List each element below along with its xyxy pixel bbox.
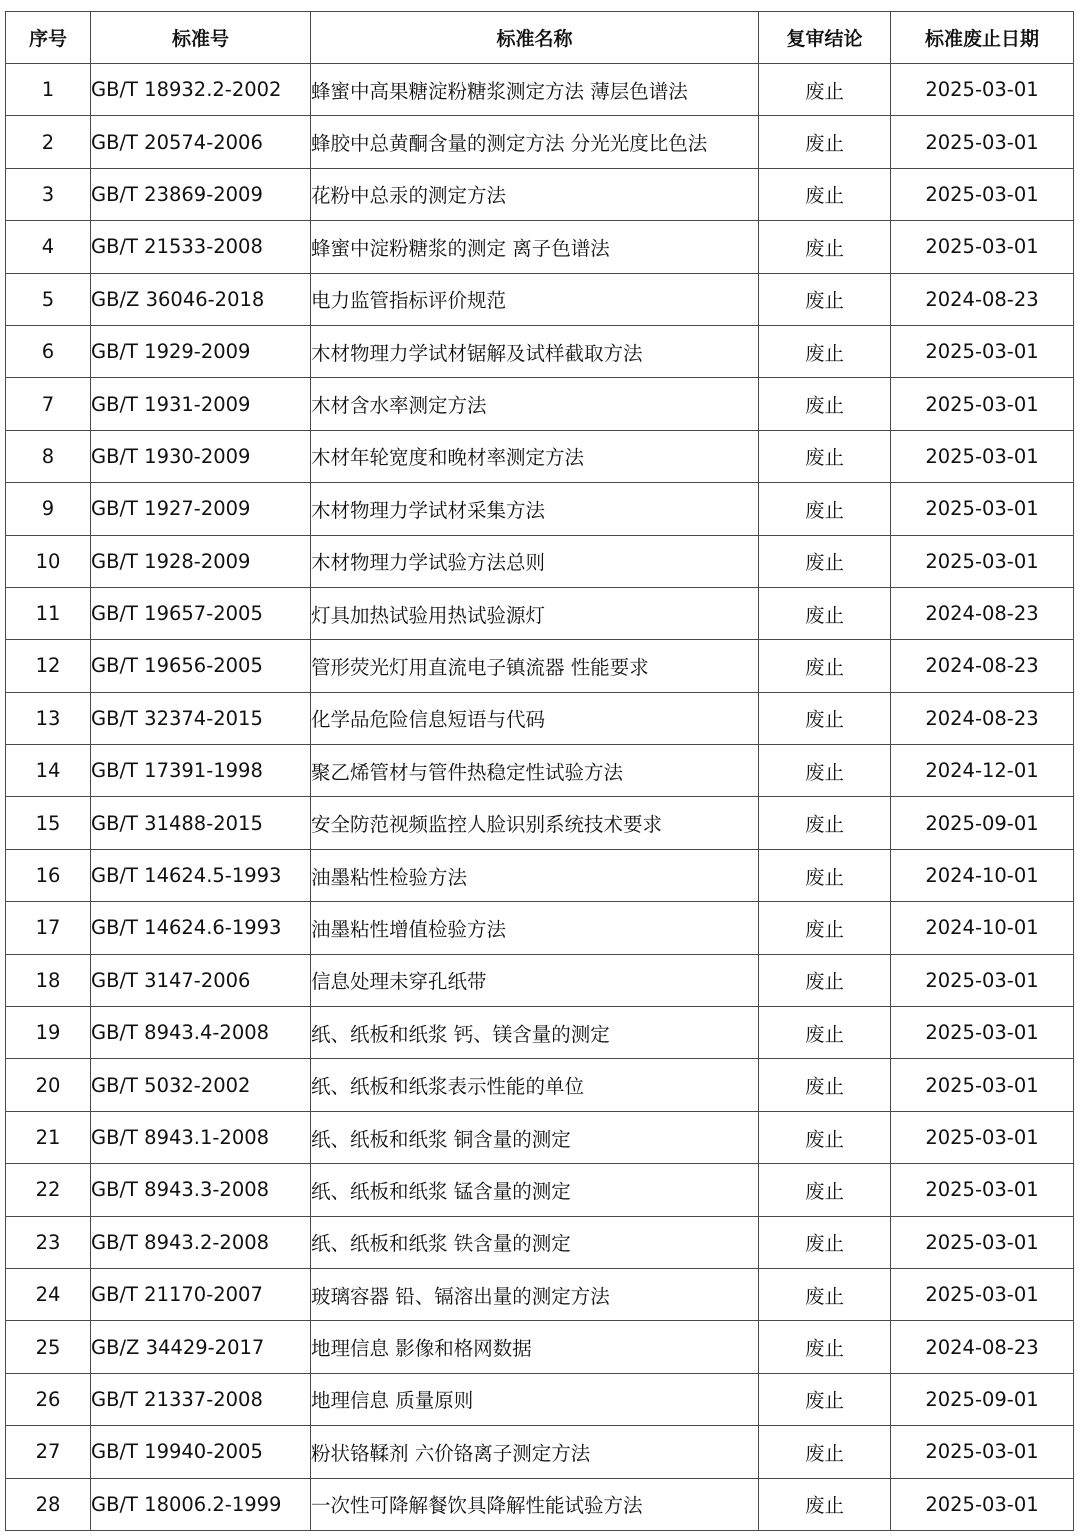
table-body [6, 64, 1074, 1531]
cell-date: 2025-03-01 [891, 430, 1074, 482]
cell-conclusion: 废止 [759, 745, 891, 797]
cell-code: GB/T 1930-2009 [91, 430, 311, 482]
cell-seq: 11 [6, 587, 91, 639]
cell-conclusion: 废止 [759, 692, 891, 744]
cell-date: 2025-09-01 [891, 797, 1074, 849]
cell-date: 2024-08-23 [891, 1321, 1074, 1373]
cell-name: 安全防范视频监控人脸识别系统技术要求 [311, 797, 759, 849]
cell-date: 2024-12-01 [891, 745, 1074, 797]
cell-date: 2025-03-01 [891, 168, 1074, 220]
cell-seq: 2 [6, 116, 91, 168]
cell-date: 2025-03-01 [891, 954, 1074, 1006]
cell-name: 电力监管指标评价规范 [311, 273, 759, 325]
cell-name: 纸、纸板和纸浆 铁含量的测定 [311, 1216, 759, 1268]
cell-code: GB/T 21170-2007 [91, 1268, 311, 1320]
cell-seq: 25 [6, 1321, 91, 1373]
cell-date: 2025-09-01 [891, 1373, 1074, 1425]
cell-conclusion: 废止 [759, 1478, 891, 1530]
cell-conclusion: 废止 [759, 1373, 891, 1425]
cell-name: 木材年轮宽度和晚材率测定方法 [311, 430, 759, 482]
table-row [6, 797, 1074, 849]
cell-date: 2025-03-01 [891, 1059, 1074, 1111]
cell-conclusion: 废止 [759, 273, 891, 325]
cell-conclusion: 废止 [759, 64, 891, 116]
table-row [6, 116, 1074, 168]
cell-name: 纸、纸板和纸浆 铜含量的测定 [311, 1111, 759, 1163]
table-row [6, 1373, 1074, 1425]
cell-name: 纸、纸板和纸浆表示性能的单位 [311, 1059, 759, 1111]
table-row [6, 692, 1074, 744]
table-row [6, 1111, 1074, 1163]
cell-seq: 16 [6, 849, 91, 901]
table-row [6, 587, 1074, 639]
cell-conclusion: 废止 [759, 325, 891, 377]
header-conclusion: 复审结论 [759, 12, 891, 64]
cell-date: 2025-03-01 [891, 64, 1074, 116]
cell-name: 一次性可降解餐饮具降解性能试验方法 [311, 1478, 759, 1530]
cell-code: GB/T 19657-2005 [91, 587, 311, 639]
cell-name: 信息处理未穿孔纸带 [311, 954, 759, 1006]
cell-date: 2025-03-01 [891, 535, 1074, 587]
cell-seq: 12 [6, 640, 91, 692]
table-row [6, 1007, 1074, 1059]
cell-code: GB/T 8943.4-2008 [91, 1007, 311, 1059]
standards-table [5, 11, 1074, 1531]
cell-code: GB/T 1927-2009 [91, 483, 311, 535]
cell-seq: 19 [6, 1007, 91, 1059]
cell-seq: 23 [6, 1216, 91, 1268]
table-row [6, 1321, 1074, 1373]
cell-conclusion: 废止 [759, 221, 891, 273]
cell-code: GB/T 17391-1998 [91, 745, 311, 797]
cell-seq: 18 [6, 954, 91, 1006]
cell-code: GB/T 19940-2005 [91, 1426, 311, 1478]
cell-date: 2025-03-01 [891, 116, 1074, 168]
cell-name: 地理信息 质量原则 [311, 1373, 759, 1425]
cell-seq: 5 [6, 273, 91, 325]
cell-seq: 17 [6, 902, 91, 954]
table-row [6, 1164, 1074, 1216]
cell-code: GB/T 18932.2-2002 [91, 64, 311, 116]
cell-seq: 24 [6, 1268, 91, 1320]
cell-date: 2025-03-01 [891, 1216, 1074, 1268]
cell-code: GB/T 14624.6-1993 [91, 902, 311, 954]
table-row [6, 273, 1074, 325]
cell-name: 油墨粘性检验方法 [311, 849, 759, 901]
table-row [6, 640, 1074, 692]
cell-code: GB/T 1931-2009 [91, 378, 311, 430]
cell-conclusion: 废止 [759, 378, 891, 430]
table-row [6, 1478, 1074, 1530]
cell-date: 2024-08-23 [891, 692, 1074, 744]
cell-date: 2025-03-01 [891, 325, 1074, 377]
cell-seq: 28 [6, 1478, 91, 1530]
cell-seq: 22 [6, 1164, 91, 1216]
cell-date: 2025-03-01 [891, 1164, 1074, 1216]
cell-conclusion: 废止 [759, 797, 891, 849]
header-date: 标准废止日期 [891, 12, 1074, 64]
cell-code: GB/T 5032-2002 [91, 1059, 311, 1111]
cell-code: GB/T 21533-2008 [91, 221, 311, 273]
cell-code: GB/T 14624.5-1993 [91, 849, 311, 901]
cell-seq: 4 [6, 221, 91, 273]
cell-seq: 21 [6, 1111, 91, 1163]
cell-seq: 13 [6, 692, 91, 744]
cell-conclusion: 废止 [759, 1321, 891, 1373]
cell-date: 2025-03-01 [891, 1478, 1074, 1530]
cell-code: GB/Z 34429-2017 [91, 1321, 311, 1373]
cell-seq: 8 [6, 430, 91, 482]
cell-conclusion: 废止 [759, 954, 891, 1006]
table-row [6, 378, 1074, 430]
cell-code: GB/T 31488-2015 [91, 797, 311, 849]
table-row [6, 1426, 1074, 1478]
table-row [6, 325, 1074, 377]
cell-name: 蜂胶中总黄酮含量的测定方法 分光光度比色法 [311, 116, 759, 168]
cell-code: GB/T 1928-2009 [91, 535, 311, 587]
table-row [6, 168, 1074, 220]
table-row [6, 1216, 1074, 1268]
cell-code: GB/T 18006.2-1999 [91, 1478, 311, 1530]
cell-conclusion: 废止 [759, 1426, 891, 1478]
table-row [6, 849, 1074, 901]
cell-date: 2025-03-01 [891, 1426, 1074, 1478]
cell-name: 木材含水率测定方法 [311, 378, 759, 430]
cell-conclusion: 废止 [759, 1216, 891, 1268]
table-header-row [6, 12, 1074, 64]
cell-seq: 3 [6, 168, 91, 220]
table-row [6, 430, 1074, 482]
cell-seq: 10 [6, 535, 91, 587]
cell-code: GB/T 8943.2-2008 [91, 1216, 311, 1268]
table-row [6, 954, 1074, 1006]
cell-name: 聚乙烯管材与管件热稳定性试验方法 [311, 745, 759, 797]
cell-name: 纸、纸板和纸浆 锰含量的测定 [311, 1164, 759, 1216]
cell-conclusion: 废止 [759, 587, 891, 639]
cell-conclusion: 废止 [759, 640, 891, 692]
cell-seq: 27 [6, 1426, 91, 1478]
cell-conclusion: 废止 [759, 535, 891, 587]
cell-code: GB/Z 36046-2018 [91, 273, 311, 325]
cell-conclusion: 废止 [759, 168, 891, 220]
cell-date: 2024-08-23 [891, 640, 1074, 692]
header-seq: 序号 [6, 12, 91, 64]
cell-name: 玻璃容器 铅、镉溶出量的测定方法 [311, 1268, 759, 1320]
cell-seq: 26 [6, 1373, 91, 1425]
table-row [6, 483, 1074, 535]
cell-name: 化学品危险信息短语与代码 [311, 692, 759, 744]
cell-name: 木材物理力学试材采集方法 [311, 483, 759, 535]
cell-name: 地理信息 影像和格网数据 [311, 1321, 759, 1373]
cell-code: GB/T 8943.1-2008 [91, 1111, 311, 1163]
cell-conclusion: 废止 [759, 430, 891, 482]
cell-conclusion: 废止 [759, 1007, 891, 1059]
cell-name: 纸、纸板和纸浆 钙、镁含量的测定 [311, 1007, 759, 1059]
cell-seq: 20 [6, 1059, 91, 1111]
cell-code: GB/T 23869-2009 [91, 168, 311, 220]
table-row [6, 535, 1074, 587]
cell-conclusion: 废止 [759, 483, 891, 535]
cell-name: 粉状铬鞣剂 六价铬离子测定方法 [311, 1426, 759, 1478]
cell-date: 2025-03-01 [891, 1007, 1074, 1059]
cell-date: 2024-08-23 [891, 587, 1074, 639]
cell-code: GB/T 8943.3-2008 [91, 1164, 311, 1216]
cell-name: 蜂蜜中淀粉糖浆的测定 离子色谱法 [311, 221, 759, 273]
table-row [6, 1268, 1074, 1320]
cell-conclusion: 废止 [759, 902, 891, 954]
table-row [6, 64, 1074, 116]
cell-date: 2025-03-01 [891, 1268, 1074, 1320]
cell-conclusion: 废止 [759, 1268, 891, 1320]
header-name: 标准名称 [311, 12, 759, 64]
cell-name: 灯具加热试验用热试验源灯 [311, 587, 759, 639]
cell-conclusion: 废止 [759, 1164, 891, 1216]
cell-date: 2025-03-01 [891, 221, 1074, 273]
cell-code: GB/T 3147-2006 [91, 954, 311, 1006]
cell-conclusion: 废止 [759, 1111, 891, 1163]
cell-code: GB/T 19656-2005 [91, 640, 311, 692]
cell-seq: 15 [6, 797, 91, 849]
cell-code: GB/T 21337-2008 [91, 1373, 311, 1425]
cell-seq: 9 [6, 483, 91, 535]
cell-conclusion: 废止 [759, 1059, 891, 1111]
cell-conclusion: 废止 [759, 849, 891, 901]
cell-date: 2024-08-23 [891, 273, 1074, 325]
cell-date: 2025-03-01 [891, 483, 1074, 535]
cell-seq: 1 [6, 64, 91, 116]
cell-conclusion: 废止 [759, 116, 891, 168]
cell-name: 花粉中总汞的测定方法 [311, 168, 759, 220]
cell-seq: 6 [6, 325, 91, 377]
cell-seq: 14 [6, 745, 91, 797]
cell-name: 蜂蜜中高果糖淀粉糖浆测定方法 薄层色谱法 [311, 64, 759, 116]
cell-date: 2025-03-01 [891, 1111, 1074, 1163]
cell-name: 油墨粘性增值检验方法 [311, 902, 759, 954]
table-row [6, 902, 1074, 954]
cell-name: 木材物理力学试材锯解及试样截取方法 [311, 325, 759, 377]
cell-date: 2024-10-01 [891, 849, 1074, 901]
cell-code: GB/T 32374-2015 [91, 692, 311, 744]
cell-code: GB/T 1929-2009 [91, 325, 311, 377]
cell-date: 2024-10-01 [891, 902, 1074, 954]
cell-seq: 7 [6, 378, 91, 430]
header-code: 标准号 [91, 12, 311, 64]
cell-name: 管形荧光灯用直流电子镇流器 性能要求 [311, 640, 759, 692]
table-row [6, 221, 1074, 273]
cell-date: 2025-03-01 [891, 378, 1074, 430]
table-row [6, 1059, 1074, 1111]
table-row [6, 745, 1074, 797]
cell-name: 木材物理力学试验方法总则 [311, 535, 759, 587]
cell-code: GB/T 20574-2006 [91, 116, 311, 168]
